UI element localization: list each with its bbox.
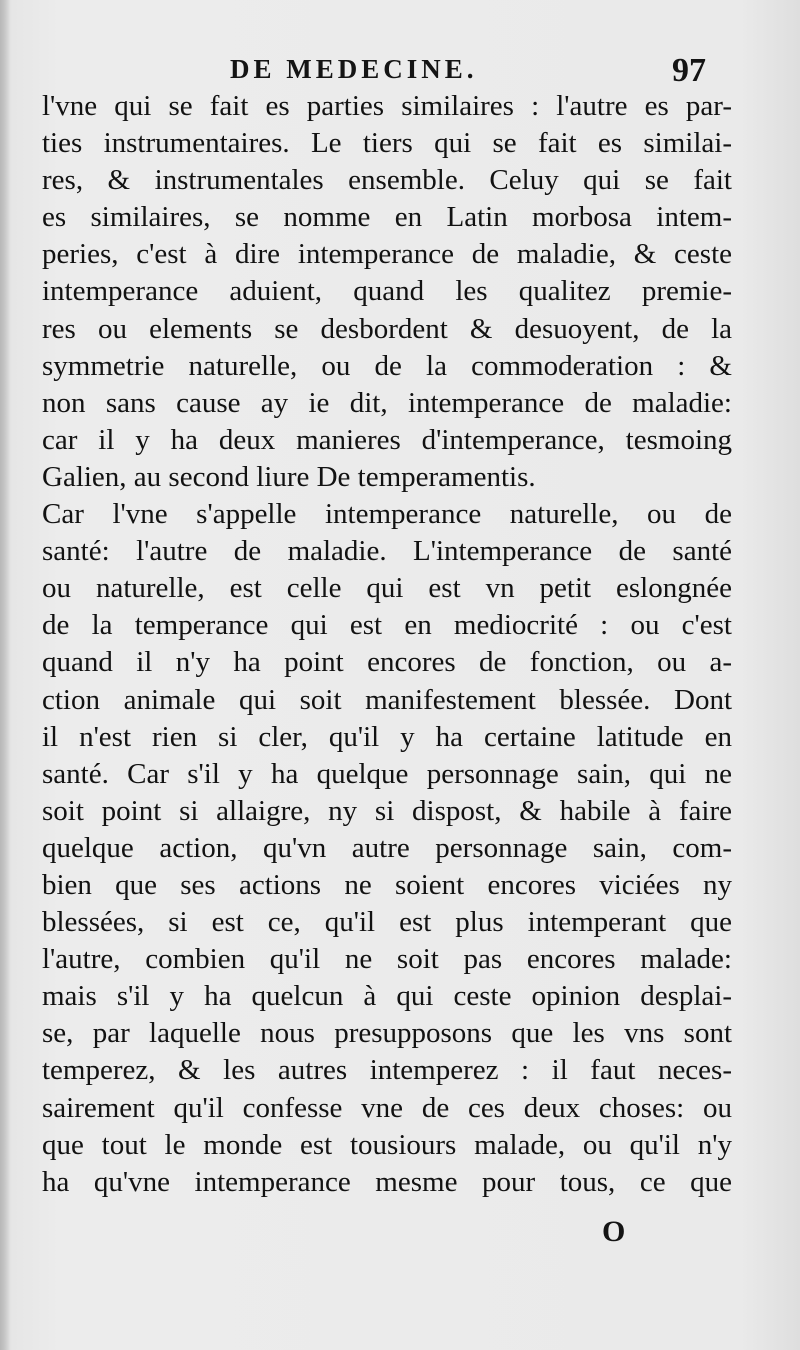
text-line: bien que ses actions ne soient encores viciées ny [42, 868, 732, 901]
text-line: de la temperance qui est en mediocrité : ou c'est [42, 609, 732, 642]
text-line: ties instrumentaires. Le tiers qui se fait es similai- [42, 127, 732, 160]
text-line: sairement qu'il confesse vne de ces deux choses: ou [42, 1091, 732, 1124]
text-line: ha qu'vne intemperance mesme pour tous, ce que [42, 1165, 732, 1198]
text-line: santé. Car s'il y ha quelque personnage sain, qui ne [42, 757, 732, 790]
text-line: ou naturelle, est celle qui est vn petit eslongnée [42, 572, 732, 605]
text-line: que tout le monde est tousiours malade, ou qu'il n'y [42, 1128, 732, 1161]
text-line: l'autre, combien qu'il ne soit pas encores malade: [42, 943, 732, 976]
text-line: res ou elements se desbordent & desuoyent, de la [42, 312, 732, 345]
text-line: ction animale qui soit manifestement blessée. Dont [42, 683, 732, 716]
text-line: Galien, au second liure De temperamentis. [42, 460, 536, 493]
text-line: intemperance aduient, quand les qualitez premie- [42, 275, 732, 308]
text-line: quand il n'y ha point encores de fonction, ou a- [42, 646, 732, 679]
text-line: temperez, & les autres intemperez : il faut neces- [42, 1054, 732, 1087]
text-line: es similaires, se nomme en Latin morbosa intem- [42, 201, 732, 234]
body-text [42, 88, 732, 1201]
text-line: Car l'vne s'appelle intemperance naturelle, ou de [42, 498, 732, 531]
signature-mark: O [602, 1215, 626, 1248]
text-line: mais s'il y ha quelcun à qui ceste opinion desplai- [42, 980, 732, 1013]
text-line: l'vne qui se fait es parties similaires : l'autre es par- [42, 90, 732, 122]
text-line: il n'est rien si cler, qu'il y ha certaine latitude en [42, 720, 732, 753]
page-number: 97 [672, 52, 706, 89]
running-head: DE MEDECINE. [230, 54, 478, 84]
text-line: car il y ha deux manieres d'intemperance, tesmoing [42, 423, 732, 456]
gutter-shadow [0, 0, 10, 1350]
text-line: res, & instrumentales ensemble. Celuy qui se fait [42, 164, 732, 197]
text-line: soit point si allaigre, ny si dispost, & habile à faire [42, 794, 732, 827]
text-line: peries, c'est à dire intemperance de maladie, & ceste [42, 238, 732, 271]
text-line: quelque action, qu'vn autre personnage sain, com- [42, 831, 732, 864]
text-line: symmetrie naturelle, ou de la commoderation : & [42, 349, 732, 382]
text-line: santé: l'autre de maladie. L'intemperance de santé [42, 535, 732, 568]
text-line: blessées, si est ce, qu'il est plus intemperant que [42, 906, 732, 939]
text-line: se, par laquelle nous presupposons que les vns sont [42, 1017, 732, 1050]
text-line: non sans cause ay ie dit, intemperance de maladie: [42, 386, 732, 419]
